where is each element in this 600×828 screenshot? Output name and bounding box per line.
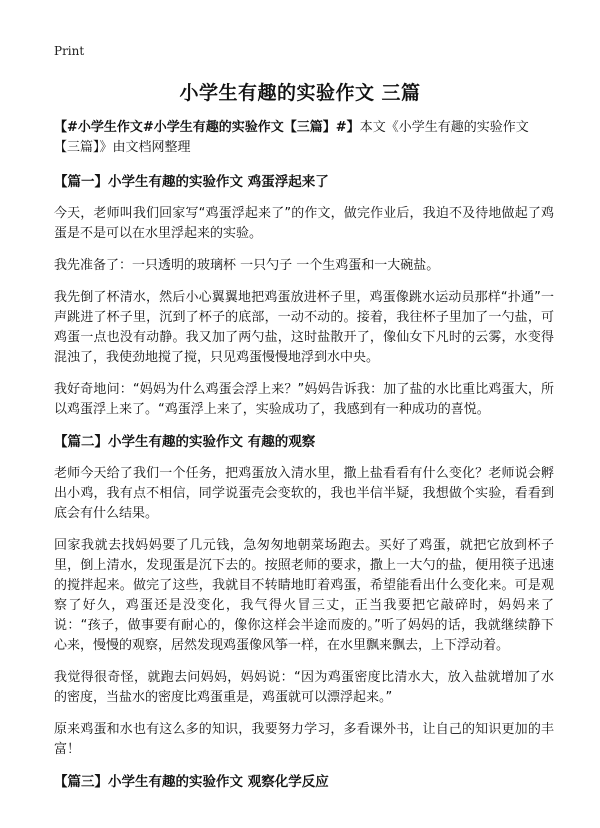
print-label: Print (54, 44, 85, 58)
section-2-heading: 【篇二】小学生有趣的实验作文 有趣的观察 (54, 434, 316, 450)
page-title: 小学生有趣的实验作文 三篇 (179, 82, 421, 104)
intro-text: 本文《小学生有趣的实验作文【三篇】》由文档网整理 (54, 120, 529, 155)
section-2-paragraph: 原来鸡蛋和水也有这么多的知识，我要努力学习，多看课外书，让自己的知识更加的丰富！ (54, 722, 554, 757)
section-2-paragraph: 回家我就去找妈妈要了几元钱，急匆匆地朝菜场跑去。买好了鸡蛋，就把它放到杯子里，倒上清水，发现蛋是沉下去的。按照老师的要求，撒上一大勺的盐，便用筷子迅速的搅拌起来。做完了这些，我就目不转睛地盯着鸡蛋，希望能看出什么变化来。可是观察了好久，鸡蛋还是没变化，我气得火冒三丈，正当我要把它敲碎时，妈妈来了说：“孩子，做事要有耐心的，像你这样会半途而废的。”听了妈妈的话，我就继续静下心来，慢慢的观察，居然发现鸡蛋像风筝一样，在水里飘来飘去，上下浮动着。 (54, 538, 554, 653)
section-1-heading: 【篇一】小学生有趣的实验作文 鸡蛋浮起来了 (54, 174, 329, 190)
section-2-paragraph: 老师今天给了我们一个任务，把鸡蛋放入清水里，撒上盐看看有什么变化？老师说会孵出小鸡，我有点不相信，同学说蛋壳会变软的，我也半信半疑，我想做个实验，看看到底会有什么结果。 (54, 466, 554, 521)
section-1-paragraph: 我先倒了杯清水，然后小心翼翼地把鸡蛋放进杯子里，鸡蛋像跳水运动员那样“扑通”一声跳进了杯子里，沉到了杯子的底部，一动不动的。接着，我往杯子里加了一勺盐，可鸡蛋一点也没有动静。我又加了两勺盐，这时盐散开了，像仙女下凡时的云雾，水变得混浊了，我使劲地搅了搅，只见鸡蛋慢慢地浮到水中央。 (54, 290, 554, 365)
intro-tags: 【#小学生作文#小学生有趣的实验作文【三篇】#】 (54, 120, 360, 135)
intro-paragraph (54, 118, 554, 158)
section-1-paragraph: 今天，老师叫我们回家写“鸡蛋浮起来了”的作文，做完作业后，我迫不及待地做起了鸡蛋是不是可以在水里浮起来的实验。 (54, 206, 554, 241)
section-2-paragraph: 我觉得很奇怪，就跑去问妈妈，妈妈说：“因为鸡蛋密度比清水大，放入盐就增加了水的密度，当盐水的密度比鸡蛋重是，鸡蛋就可以漂浮起来。” (54, 670, 554, 705)
section-1-paragraph: 我好奇地问：“妈妈为什么鸡蛋会浮上来？”妈妈告诉我：加了盐的水比重比鸡蛋大，所以鸡蛋浮上来了。“鸡蛋浮上来了，实验成功了，我感到有一种成功的喜悦。 (54, 382, 554, 417)
section-3-heading: 【篇三】小学生有趣的实验作文 观察化学反应 (54, 774, 329, 790)
document-body (54, 118, 554, 804)
section-1-paragraph: 我先准备了：一只透明的玻璃杯 一只勺子 一个生鸡蛋和一大碗盐。 (54, 258, 440, 273)
